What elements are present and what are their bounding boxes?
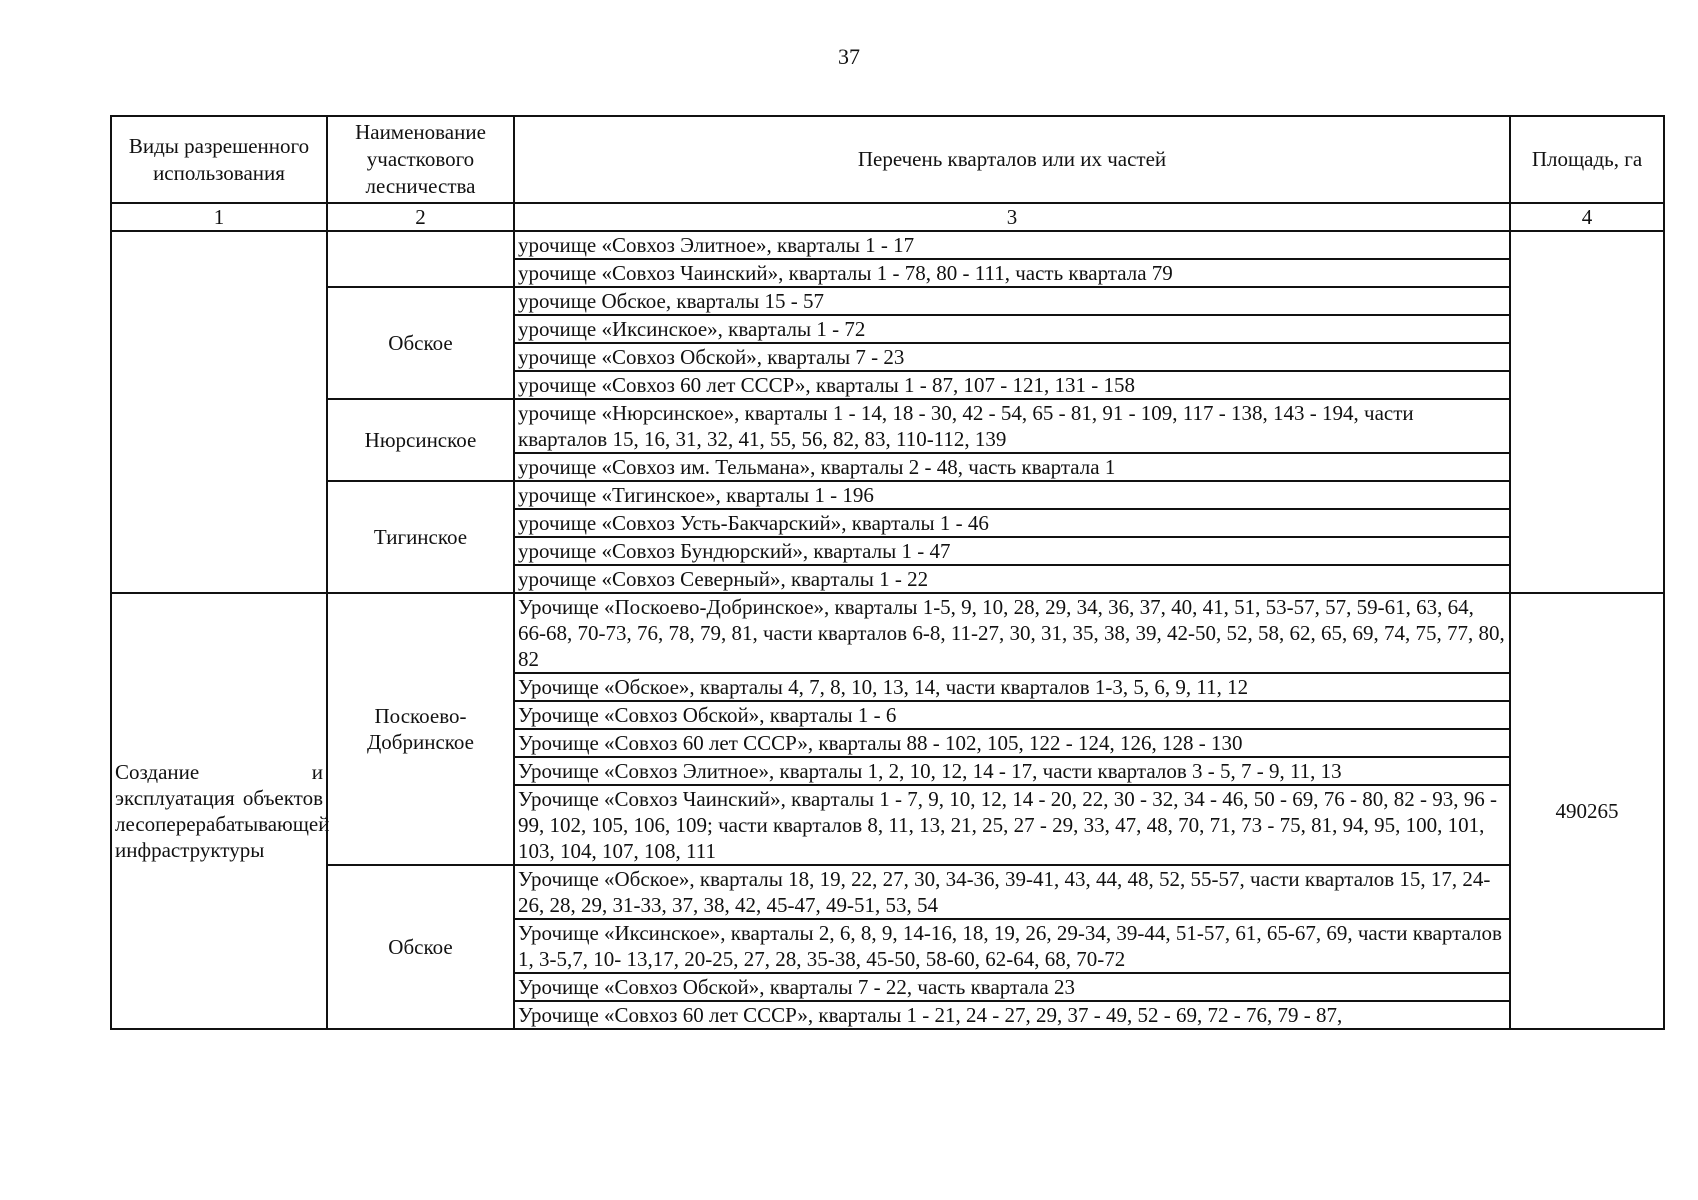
quarters-cell: Урочище «Совхоз Обской», кварталы 1 - 6 xyxy=(514,701,1510,729)
quarters-cell: Урочище «Совхоз 60 лет СССР», кварталы 88 - 102, 105, 122 - 124, 126, 128 - 130 xyxy=(514,729,1510,757)
table-row xyxy=(111,865,1664,919)
header-area: Площадь, га xyxy=(1510,116,1664,203)
quarters-cell: урочище «Нюрсинское», кварталы 1 - 14, 18 - 30, 42 - 54, 65 - 81, 91 - 109, 117 - 138, 143 - 194, части кварталов 15, 16, 31, 32, 41, 55, 56, 82, 83, 110-112, 139 xyxy=(514,399,1510,453)
usage-type-cell xyxy=(111,593,330,1029)
quarters-cell: Урочище «Иксинское», кварталы 2, 6, 8, 9, 14-16, 18, 19, 26, 29-34, 39-44, 51-57, 61, 65-67, 69, части кварталов 1, 3-5,7, 10- 13,17, 20-25, 27, 28, 35-38, 45-50, 58-60, 62-64, 68, 70-72 xyxy=(514,919,1510,973)
quarters-cell: Урочище «Совхоз Чаинский», кварталы 1 - 7, 9, 10, 12, 14 - 20, 22, 30 - 32, 34 - 46, 50 - 69, 76 - 80, 82 - 93, 96 - 99, 102, 105, 106, 109; части кварталов 8, 11, 13, 21, 25, 27 - 29, 33, 47, 48, 70, 71, 73 - 75, 81, 94, 95, 100, 101, 103, 104, 107, 108, 111 xyxy=(514,785,1510,865)
forest-allotment-table xyxy=(110,115,1665,1030)
forestry-name-cell: Поскоево-Добринское xyxy=(327,593,514,865)
column-number: 2 xyxy=(327,203,514,231)
column-number-row xyxy=(111,203,1664,231)
table-row xyxy=(111,287,1664,315)
quarters-cell: урочище «Совхоз им. Тельмана», кварталы 2 - 48, часть квартала 1 xyxy=(514,453,1510,481)
header-usage-type: Виды разрешенного использования xyxy=(111,116,327,203)
forestry-name-cell xyxy=(327,231,514,287)
quarters-cell: Урочище «Обское», кварталы 4, 7, 8, 10, 13, 14, части кварталов 1-3, 5, 6, 9, 11, 12 xyxy=(514,673,1510,701)
quarters-cell: урочище «Совхоз Обской», кварталы 7 - 23 xyxy=(514,343,1510,371)
quarters-cell: Урочище «Поскоево-Добринское», кварталы 1-5, 9, 10, 28, 29, 34, 36, 37, 40, 41, 51, 53-57, 57, 59-61, 63, 64, 66-68, 70-73, 76, 78, 79, 81, части кварталов 6-8, 11-27, 30, 31, 35, 38, 39, 42-50, 52, 58, 62, 65, 69, 74, 75, 77, 80, 82 xyxy=(514,593,1510,673)
quarters-cell: урочище «Совхоз Чаинский», кварталы 1 - 78, 80 - 111, часть квартала 79 xyxy=(514,259,1510,287)
area-cell: 490265 xyxy=(1510,593,1664,1029)
column-number: 3 xyxy=(514,203,1510,231)
quarters-cell: урочище Обское, кварталы 15 - 57 xyxy=(514,287,1510,315)
quarters-cell: Урочище «Обское», кварталы 18, 19, 22, 27, 30, 34-36, 39-41, 43, 44, 48, 52, 55-57, части кварталов 15, 17, 24-26, 28, 29, 31-33, 37, 38, 42, 45-47, 49-51, 53, 54 xyxy=(514,865,1510,919)
forestry-name-cell: Обское xyxy=(327,287,514,399)
quarters-cell: урочище «Совхоз Элитное», кварталы 1 - 17 xyxy=(514,231,1510,259)
table-row xyxy=(111,593,1664,673)
quarters-cell: Урочище «Совхоз Элитное», кварталы 1, 2, 10, 12, 14 - 17, части кварталов 3 - 5, 7 - 9, 11, 13 xyxy=(514,757,1510,785)
header-quarters-list: Перечень кварталов или их частей xyxy=(514,116,1510,203)
header-forestry-name: Наименование участкового лесничества xyxy=(327,116,514,203)
forestry-name-cell: Тигинское xyxy=(327,481,514,593)
forestry-name-cell: Нюрсинское xyxy=(327,399,514,481)
forestry-name-cell: Обское xyxy=(327,865,514,1029)
quarters-cell: урочище «Совхоз 60 лет СССР», кварталы 1 - 87, 107 - 121, 131 - 158 xyxy=(514,371,1510,399)
column-number: 4 xyxy=(1510,203,1664,231)
quarters-cell: урочище «Тигинское», кварталы 1 - 196 xyxy=(514,481,1510,509)
quarters-cell: урочище «Совхоз Северный», кварталы 1 - 22 xyxy=(514,565,1510,593)
usage-type-cell xyxy=(111,231,327,593)
quarters-cell: урочище «Совхоз Бундюрский», кварталы 1 - 47 xyxy=(514,537,1510,565)
page-number: 37 xyxy=(838,44,860,69)
usage-type-text: Создание и эксплуатация объектов лесоперерабатывающей инфраструктуры xyxy=(115,760,330,862)
table-header-row xyxy=(111,116,1664,203)
table-row xyxy=(111,481,1664,509)
quarters-cell: Урочище «Совхоз 60 лет СССР», кварталы 1 - 21, 24 - 27, 29, 37 - 49, 52 - 69, 72 - 76, 79 - 87, xyxy=(514,1001,1510,1029)
table-row xyxy=(111,399,1664,453)
quarters-cell: урочище «Иксинское», кварталы 1 - 72 xyxy=(514,315,1510,343)
area-cell xyxy=(1510,231,1664,593)
table-row xyxy=(111,231,1664,259)
quarters-cell: урочище «Совхоз Усть-Бакчарский», кварталы 1 - 46 xyxy=(514,509,1510,537)
quarters-cell: Урочище «Совхоз Обской», кварталы 7 - 22, часть квартала 23 xyxy=(514,973,1510,1001)
column-number: 1 xyxy=(111,203,327,231)
